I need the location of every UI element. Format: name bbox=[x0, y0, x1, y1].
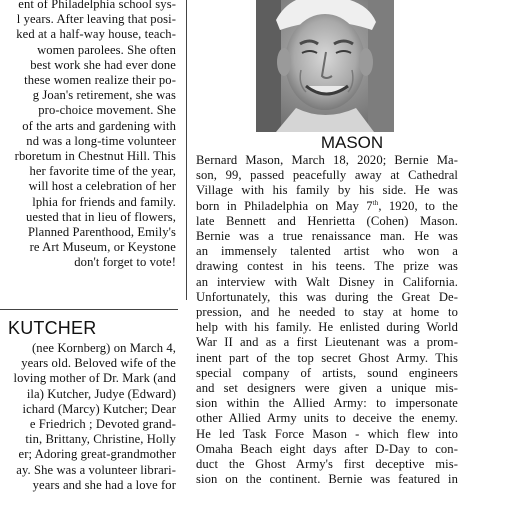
left-column bbox=[0, 0, 178, 512]
text-line: Village with his family by his side. He was bbox=[196, 183, 458, 198]
text-line: er; Adoring great-grandmother bbox=[18, 447, 176, 462]
text-line: Planned Parenthood, Emily's bbox=[27, 225, 176, 239]
text-line: will host a celebration of her bbox=[28, 179, 176, 194]
column-divider bbox=[186, 0, 187, 300]
text-line: ked at a half-way house, teach- bbox=[16, 27, 176, 42]
text-line: pression, and he needed to stay at home to bbox=[196, 305, 458, 319]
text-line: don't forget to vote! bbox=[74, 255, 176, 270]
text-line: rboretum in Chestnut Hill. This bbox=[14, 149, 176, 163]
text-line: of the arts and gardening with bbox=[22, 118, 176, 133]
text-line: sion within the Allied Army: to impersonate bbox=[196, 396, 458, 411]
text-line: son, 99, passed peacefully away at Cathedral bbox=[196, 168, 458, 183]
text-line: (nee Kornberg) on March 4, bbox=[32, 341, 176, 355]
text-line: years and she had a love for bbox=[32, 477, 176, 492]
text-line: loving mother of Dr. Mark (and bbox=[13, 371, 176, 386]
portrait-image bbox=[256, 0, 394, 132]
mason-heading: MASON bbox=[320, 133, 384, 152]
text-line: best work she had ever done bbox=[30, 57, 176, 72]
text-line: g Joan's retirement, she was bbox=[32, 88, 176, 103]
text-line: ent of Philadelphia school sys- bbox=[18, 0, 176, 11]
kutcher-heading: KUTCHER bbox=[8, 318, 97, 338]
text-line: pro-choice movement. She bbox=[38, 103, 176, 118]
text-line: help with his family. He enlisted during World bbox=[196, 320, 458, 335]
text-line: re Art Museum, or Keystone bbox=[29, 240, 176, 255]
section-divider bbox=[0, 309, 178, 310]
text-line: ichard (Marcy) Kutcher; Dear bbox=[22, 401, 176, 416]
text-line: her favorite time of the year, bbox=[29, 164, 176, 179]
text-line: He led Task Force Mason - which flew into bbox=[196, 426, 458, 441]
text-line: these women realize their po- bbox=[24, 73, 176, 87]
text-line: other Allied Army units to deceive the enemy. bbox=[196, 411, 458, 426]
text-line: ila) Kutcher, Judye (Edward) bbox=[26, 386, 176, 401]
text-line: uested that in lieu of flowers, bbox=[26, 209, 176, 224]
text-line: women parolees. She often bbox=[37, 42, 176, 57]
text-line: Unfortunately, this was during the Great De- bbox=[196, 289, 458, 304]
text-line: nd was a long-time volunteer bbox=[26, 133, 176, 148]
text-line: inent part of the top secret Ghost Army. This bbox=[196, 350, 458, 365]
portrait-photo bbox=[256, 0, 394, 132]
text-line: and set designers were given a unique mis- bbox=[196, 381, 458, 395]
text-line: duct the Ghost Army's first deceptive mis- bbox=[196, 457, 458, 471]
text-line: drawing contest in his teens. The prize was bbox=[196, 259, 458, 274]
text-line: special company of artists, sound engineers bbox=[196, 365, 458, 380]
text-line: tin, Brittany, Christine, Holly bbox=[25, 432, 176, 447]
text-line: an interview with Walt Disney in California. bbox=[196, 274, 458, 289]
text-line: ay. She was a volunteer librari- bbox=[16, 462, 176, 477]
right-column bbox=[194, 0, 510, 512]
text-line: years old. Beloved wife of the bbox=[21, 356, 176, 371]
text-line: born in Philadelphia on May 7th, 1920, to the bbox=[196, 198, 458, 213]
text-line: sion on the continent. Bernie was featured in bbox=[196, 472, 458, 487]
text-line: an immensely talented artist who won a bbox=[196, 244, 458, 259]
text-line: late Bennett and Henrietta (Cohen) Mason. bbox=[196, 213, 458, 228]
text-line: Bernard Mason, March 18, 2020; Bernie Ma- bbox=[196, 153, 458, 167]
text-line: War II and as a first Lieutenant was a prom- bbox=[196, 335, 458, 350]
text-line: Omaha Beach eight days after D-Day to con- bbox=[196, 441, 458, 456]
text-line: lphia for friends and family. bbox=[32, 194, 176, 209]
text-line: l years. After leaving that posi- bbox=[16, 12, 176, 27]
text-line: Bernie was a true renaissance man. He was bbox=[196, 229, 458, 243]
text-line: e Friedrich ; Devoted grand- bbox=[29, 417, 176, 431]
